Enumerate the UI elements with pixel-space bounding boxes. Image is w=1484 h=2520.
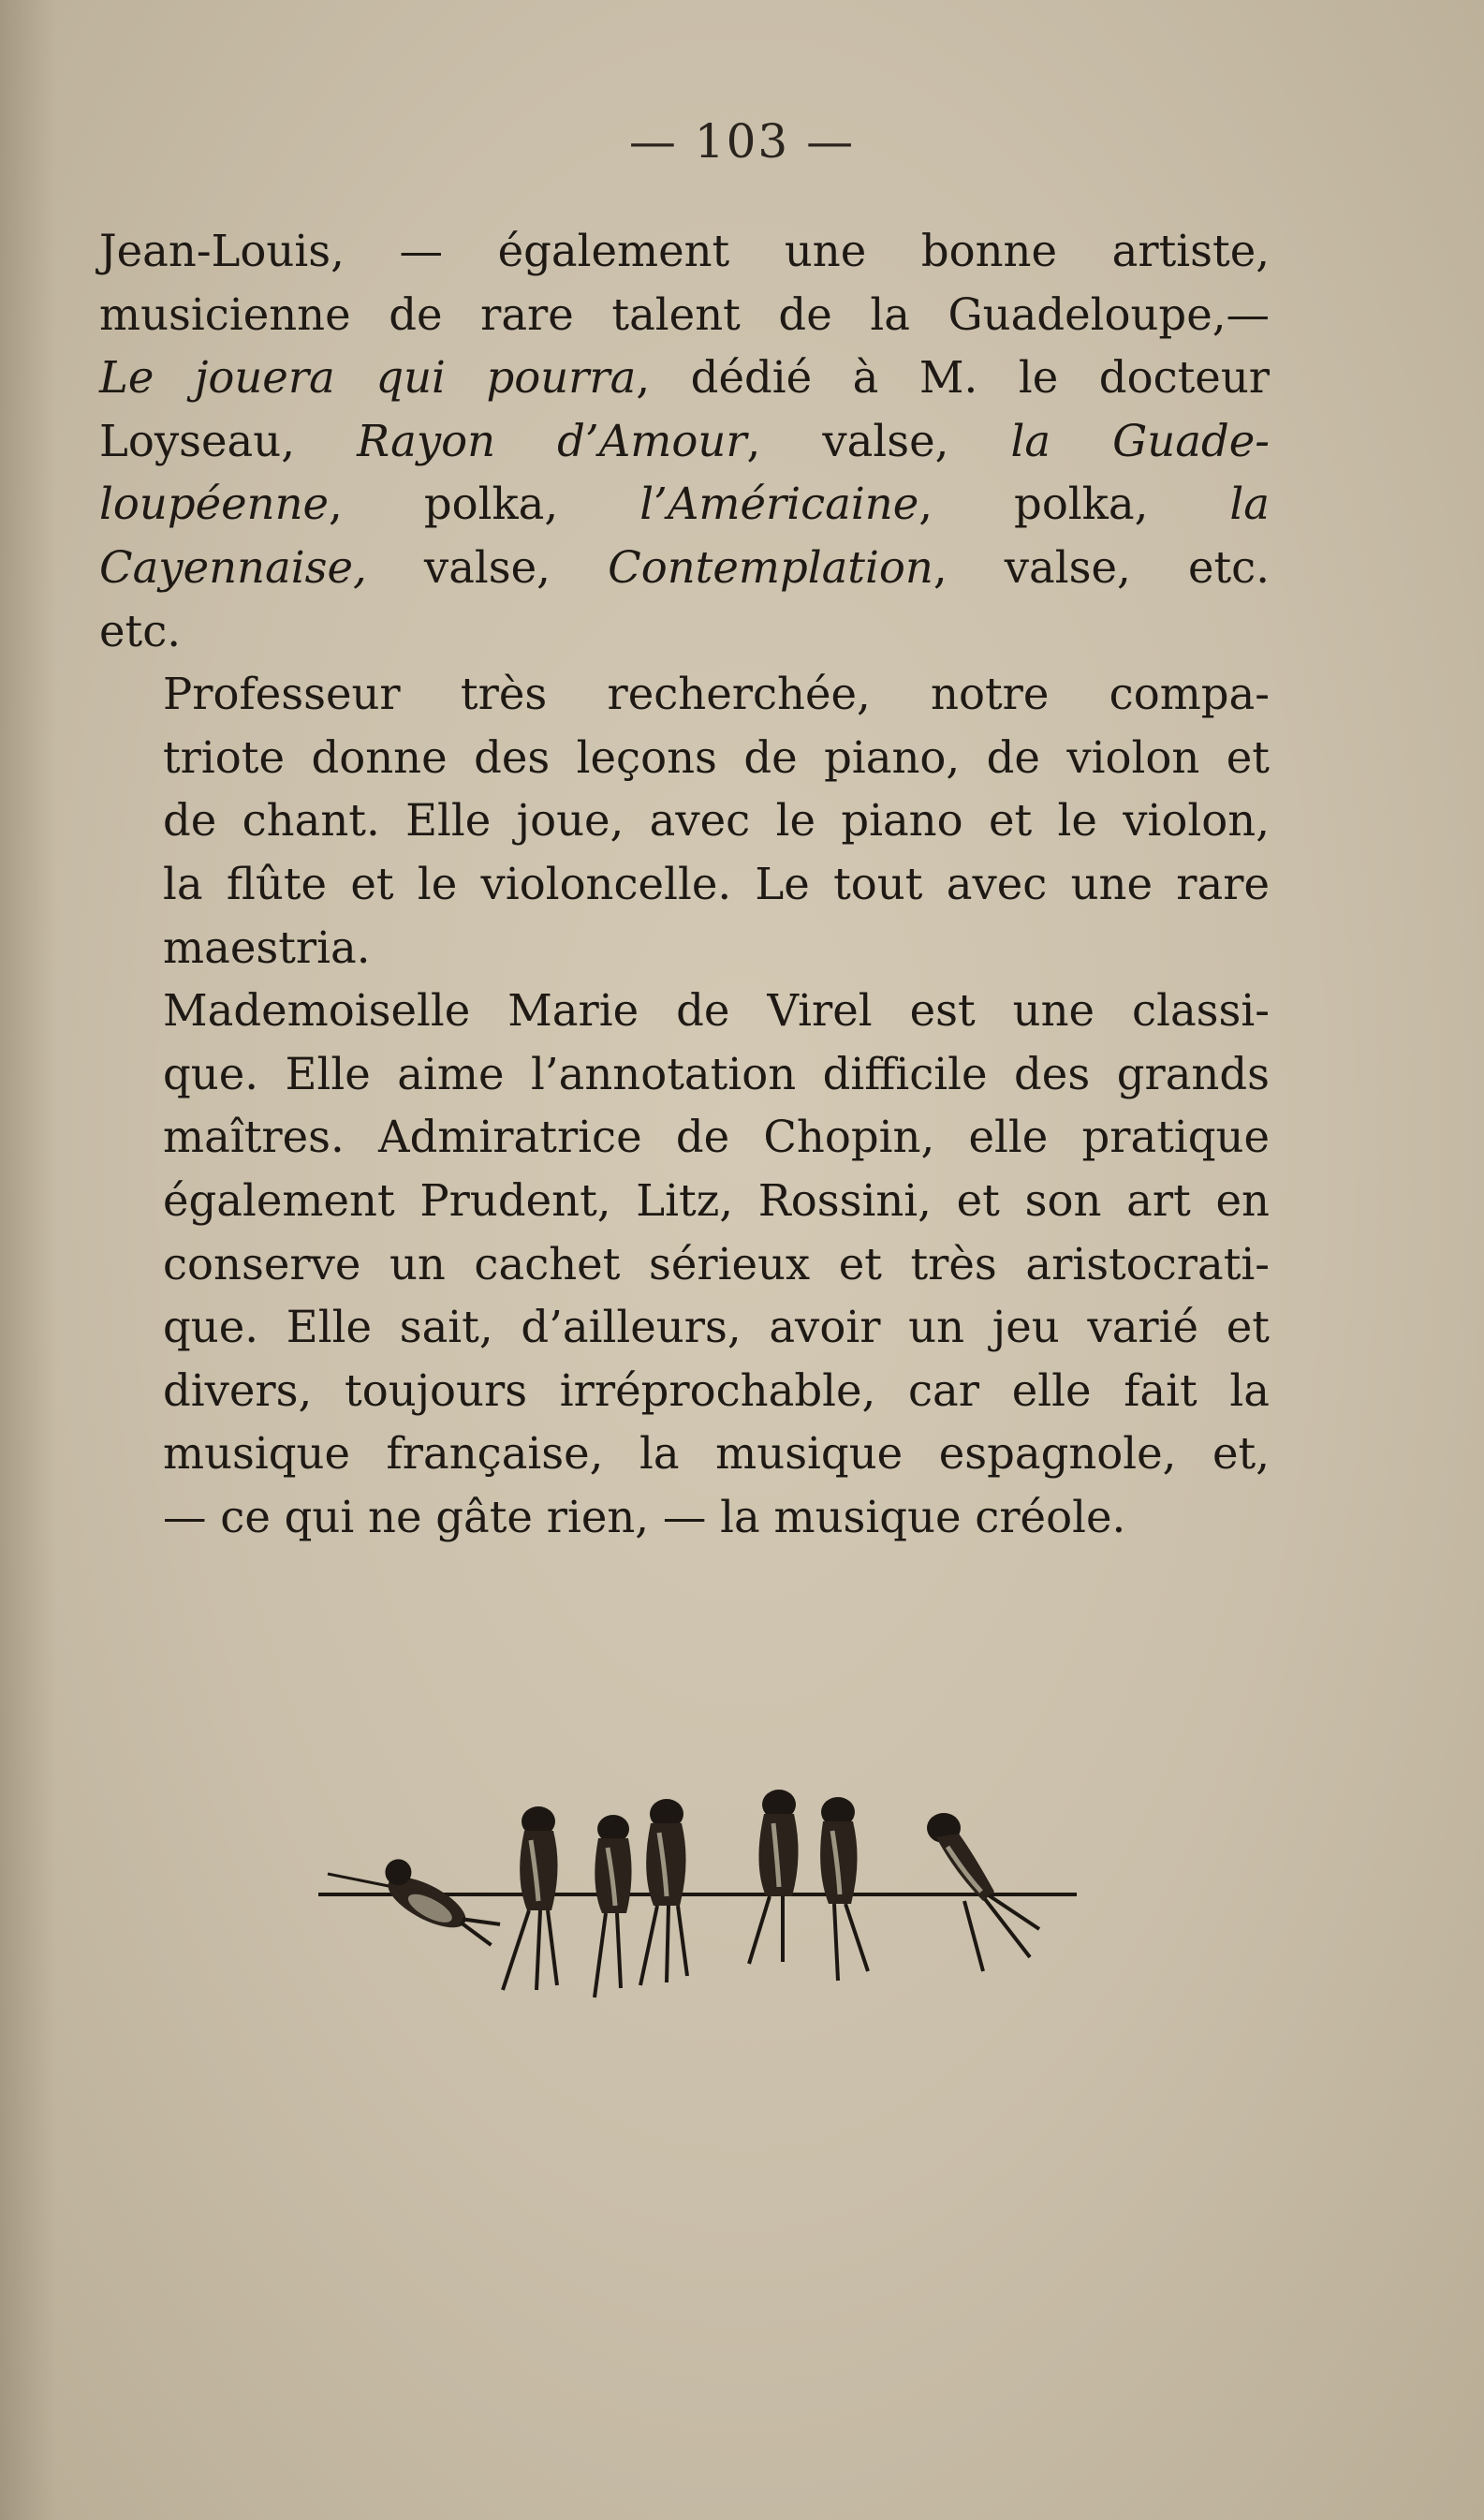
body-text bbox=[99, 220, 1270, 1549]
text-line bbox=[99, 284, 1270, 347]
text-run: Jean-Louis, — également une bonne artiste, bbox=[99, 226, 1270, 276]
text-line bbox=[99, 410, 1270, 474]
bird-icon bbox=[927, 1813, 1039, 1971]
text-line bbox=[99, 473, 1270, 537]
text-run: Loyseau, bbox=[99, 415, 358, 466]
paragraph-2 bbox=[99, 663, 1270, 980]
text-line bbox=[99, 917, 1270, 980]
bird-icon bbox=[640, 1799, 687, 1985]
italic-title: Cayennaise, bbox=[99, 541, 367, 593]
text-run: musique française, la musique espagnole, et, bbox=[163, 1428, 1270, 1480]
text-line bbox=[99, 346, 1270, 410]
text-run: divers, toujours irréprochable, car elle fait la bbox=[163, 1364, 1270, 1416]
bird-icon bbox=[749, 1790, 799, 1964]
italic-title: la bbox=[1229, 479, 1270, 530]
text-run: maestria. bbox=[163, 921, 371, 973]
text-run: la flûte et le violoncelle. Le tout avec une rare bbox=[163, 858, 1270, 909]
text-run: — ce qui ne gâte rien, — la musique créole. bbox=[163, 1491, 1126, 1542]
text-line bbox=[99, 1233, 1270, 1297]
text-run: que. Elle sait, d’ailleurs, avoir un jeu varié et bbox=[163, 1302, 1270, 1353]
text-run: , valse, etc. bbox=[933, 541, 1270, 593]
bird-icon bbox=[373, 1854, 507, 1953]
text-line bbox=[99, 1043, 1270, 1107]
text-line bbox=[99, 1422, 1270, 1486]
italic-title: Contemplation bbox=[608, 541, 933, 593]
birds-on-wire-ornament bbox=[309, 1775, 1086, 2018]
page-number: — 103 — bbox=[628, 114, 856, 169]
text-run: également Prudent, Litz, Rossini, et son art en bbox=[163, 1174, 1270, 1226]
text-line bbox=[99, 220, 1270, 284]
text-line bbox=[99, 1170, 1270, 1233]
text-line bbox=[99, 537, 1270, 600]
italic-title: loupéenne bbox=[99, 479, 330, 530]
text-run: Mademoiselle Marie de Virel est une classi- bbox=[163, 985, 1270, 1037]
text-run: maîtres. Admiratrice de Chopin, elle pratique bbox=[163, 1112, 1270, 1163]
italic-title: l’Américaine bbox=[639, 479, 919, 530]
text-line bbox=[99, 1106, 1270, 1170]
text-line bbox=[99, 1486, 1270, 1550]
text-run: , polka, bbox=[918, 479, 1230, 530]
text-line bbox=[99, 663, 1270, 727]
text-run: conserve un cachet sérieux et très aristocrati- bbox=[163, 1238, 1270, 1289]
italic-title: la Guade- bbox=[1010, 415, 1270, 466]
text-line bbox=[99, 853, 1270, 917]
bird-icon bbox=[503, 1806, 558, 1990]
text-run: , valse, bbox=[746, 415, 1011, 466]
italic-title: Le jouera qui pourra bbox=[99, 352, 637, 404]
text-run: triote donne des leçons de piano, de violon et bbox=[163, 731, 1270, 783]
bird-icon bbox=[820, 1797, 868, 1981]
text-run: valse, bbox=[366, 541, 609, 593]
text-line bbox=[99, 789, 1270, 853]
text-run: Professeur très recherchée, notre compa- bbox=[163, 669, 1270, 720]
italic-title: Rayon d’Amour bbox=[357, 415, 747, 466]
text-run: etc. bbox=[99, 605, 182, 656]
paragraph-1 bbox=[99, 220, 1270, 663]
text-line bbox=[99, 1296, 1270, 1360]
text-run: , polka, bbox=[329, 479, 640, 530]
text-run: , dédié à M. le docteur bbox=[636, 352, 1270, 404]
page-edge-shadow bbox=[0, 0, 56, 2520]
text-run: musicienne de rare talent de la Guadeloupe,— bbox=[99, 288, 1270, 340]
text-run: de chant. Elle joue, avec le piano et le violon, bbox=[163, 795, 1270, 847]
text-line bbox=[99, 727, 1270, 790]
bird-icon bbox=[595, 1815, 632, 1997]
paragraph-3 bbox=[99, 980, 1270, 1549]
text-line bbox=[99, 980, 1270, 1043]
text-line bbox=[99, 1360, 1270, 1423]
text-run: que. Elle aime l’annotation difficile des grands bbox=[163, 1048, 1270, 1099]
text-line bbox=[99, 600, 1270, 664]
